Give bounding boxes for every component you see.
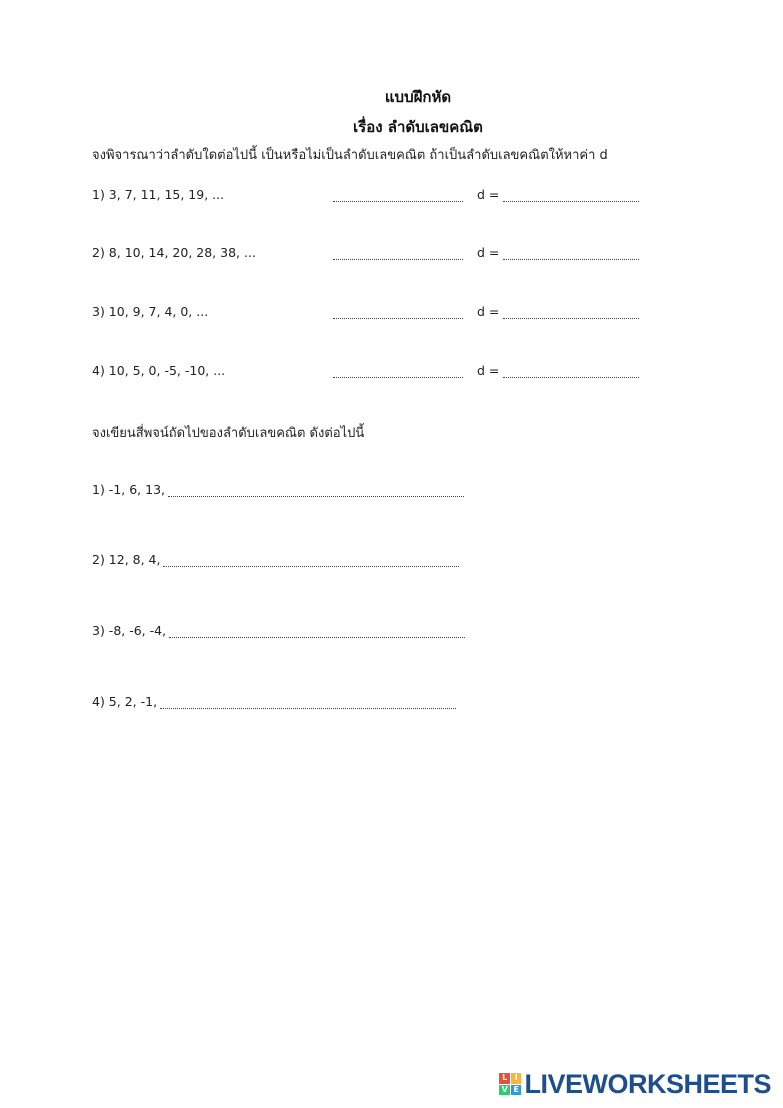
sequence-question: 2) 8, 10, 14, 20, 28, 38, ... [92, 245, 256, 260]
logo-tile: L [499, 1073, 510, 1084]
part1-instruction: จงพิจารณาว่าลำดับใดต่อไปนี้ เป็นหรือไม่เป็นลำดับเลขคณิต ถ้าเป็นลำดับเลขคณิตให้หาค่า d [92, 148, 608, 163]
d-label: d = [477, 187, 500, 202]
worksheet-subtitle: เรื่อง ลำดับเลขคณิต [353, 118, 483, 136]
answer-blank[interactable] [160, 694, 456, 709]
answer-blank[interactable] [168, 482, 464, 497]
answer-blank[interactable] [169, 623, 465, 638]
d-answer-blank[interactable] [503, 245, 639, 260]
sequence-question: 2) 12, 8, 4, [92, 552, 161, 567]
d-answer-blank[interactable] [503, 187, 639, 202]
part2-item [92, 623, 465, 641]
part2-item [92, 552, 459, 570]
answer-blank[interactable] [333, 187, 463, 202]
d-label: d = [477, 304, 500, 319]
liveworksheets-logo [499, 1070, 771, 1098]
sequence-question: 3) -8, -6, -4, [92, 623, 167, 638]
part2-instruction: จงเขียนสี่พจน์ถัดไปของลำดับเลขคณิต ดังต่อไปนี้ [92, 426, 365, 441]
part2-item [92, 694, 456, 712]
logo-tile: E [511, 1085, 522, 1096]
sequence-question: 4) 10, 5, 0, -5, -10, ... [92, 363, 226, 378]
sequence-question: 1) 3, 7, 11, 15, 19, ... [92, 187, 225, 202]
d-answer-blank[interactable] [503, 363, 639, 378]
sequence-question: 1) -1, 6, 13, [92, 482, 165, 497]
sequence-question: 4) 5, 2, -1, [92, 694, 158, 709]
worksheet-title: แบบฝึกหัด [384, 88, 452, 106]
d-label: d = [477, 245, 500, 260]
sequence-question: 3) 10, 9, 7, 4, 0, ... [92, 304, 209, 319]
answer-blank[interactable] [333, 245, 463, 260]
logo-tile: I [511, 1073, 522, 1084]
brand-text: LIVEWORKSHEETS [524, 1068, 771, 1099]
d-answer-blank[interactable] [503, 304, 639, 319]
answer-blank[interactable] [333, 304, 463, 319]
liveworksheets-logo-icon [499, 1073, 521, 1095]
answer-blank[interactable] [163, 552, 459, 567]
d-label: d = [477, 363, 500, 378]
answer-blank[interactable] [333, 363, 463, 378]
logo-tile: V [499, 1085, 510, 1096]
part2-item [92, 482, 464, 500]
